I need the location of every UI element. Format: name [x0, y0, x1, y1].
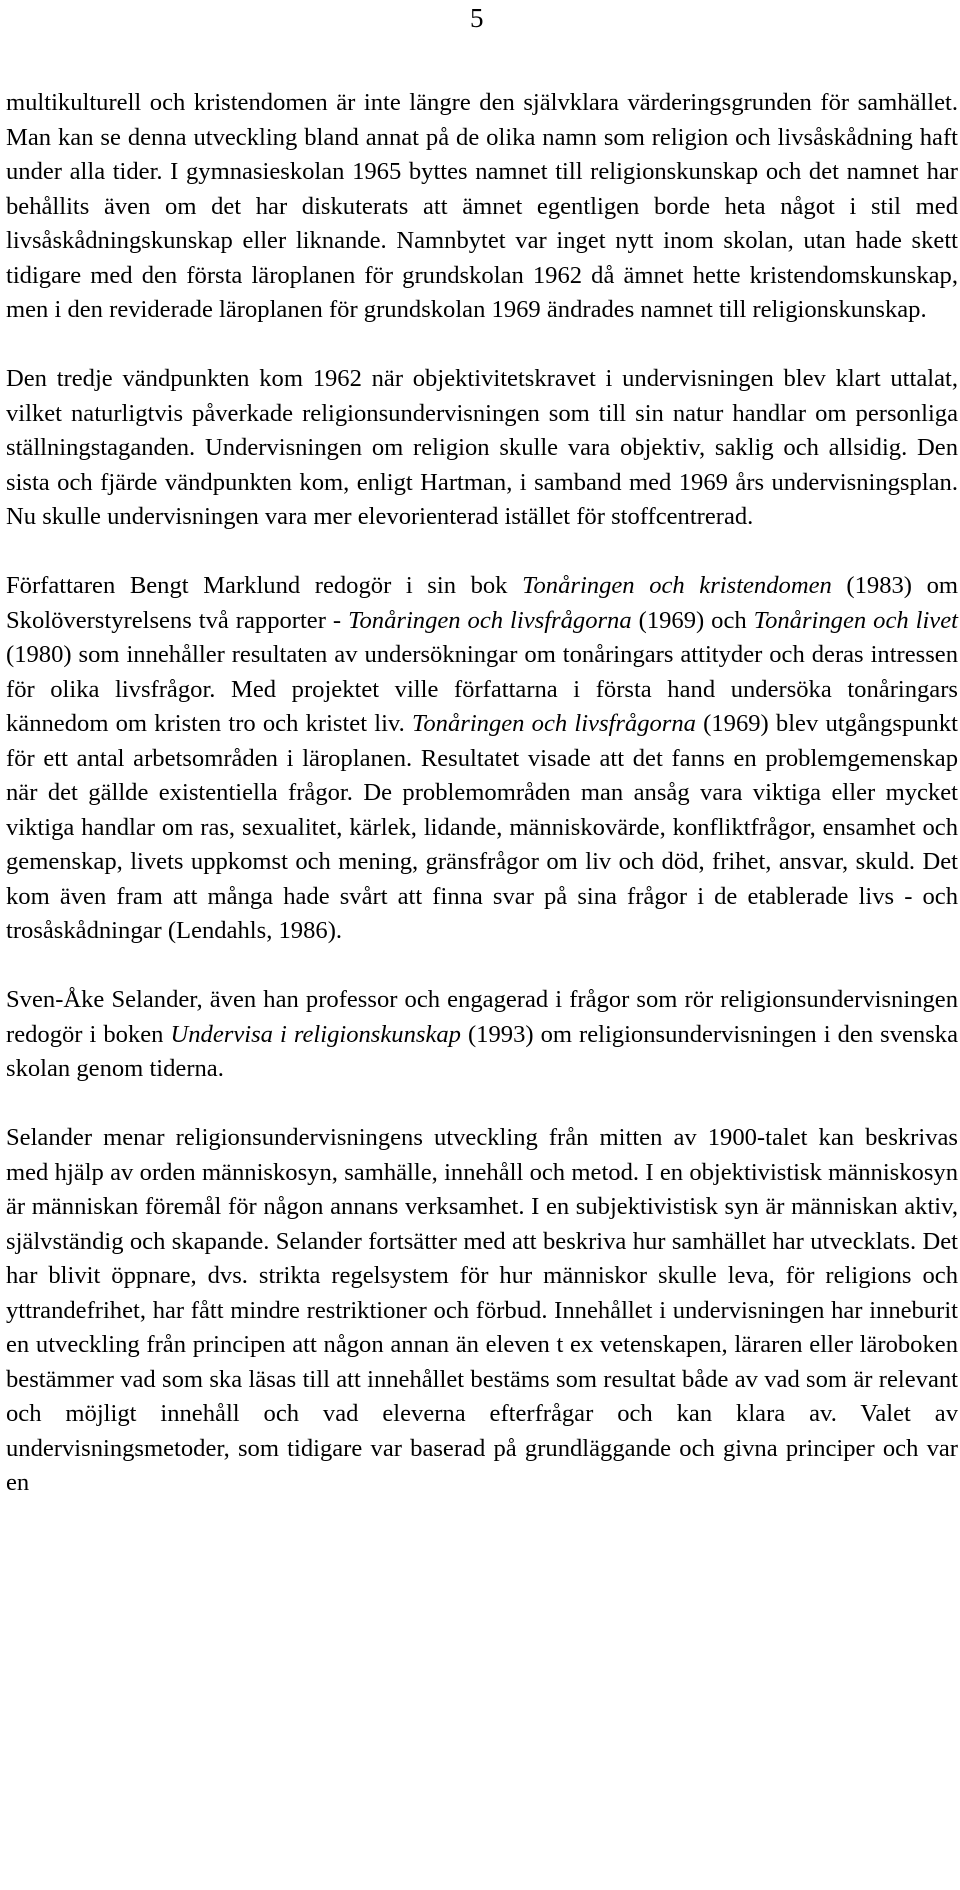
paragraph-text: (1969) och	[631, 606, 754, 634]
paragraph	[6, 569, 958, 949]
paragraph-text: (1993) om religionsundervisningen i den svenska skolan genom tiderna.	[6, 1020, 959, 1082]
paragraph-text: (1980) som innehåller resultaten av undersökningar om tonåringars attityder och deras intressen för olika livsfrågor. Med projektet ville författarna i första hand undersöka tonåringars kännedom om kristen tro och kristet liv.	[6, 641, 958, 737]
paragraph	[6, 983, 958, 1087]
italic-title-text: Tonåringen och livsfrågorna	[348, 606, 632, 634]
paragraph-text: Selander menar religionsundervisningens utveckling från mitten av 1900-talet kan beskrivas med hjälp av orden människosyn, samhälle, innehåll och metod. I en objektivistisk människosyn är människan föremål för någon annans verksamhet. I en subjektivistisk syn är människan aktiv, självständig och skapande. Selander fortsätter med att beskriva hur samhället har utvecklats. Det har blivit öppnare, dvs. strikta regelsystem för hur människor skulle leva, för religions och yttrandefrihet, har fått mindre restriktioner och förbud. Innehållet i undervisningen har inneburit en utveckling från principen att någon annan än eleven t ex vetenskapen, läraren eller läroboken bestämmer vad som ska läsas till att innehållet bestäms som resultat både av vad som är relevant och möjligt innehåll och vad eleverna efterfrågar och kan klara av. Valet av undervisningsmetoder, som tidigare var baserad på grundläggande och givna principer och var en	[6, 1124, 958, 1496]
paragraph	[6, 86, 958, 328]
paragraph	[6, 362, 958, 535]
document-body	[6, 86, 958, 1501]
italic-title-text: Tonåringen och livsfrågorna	[411, 710, 696, 737]
paragraph-text: Den tredje vändpunkten kom 1962 när objektivitetskravet i undervisningen blev klart uttalat, vilket naturligtvis påverkade religionsundervisningen som till sin natur handlar om personliga ställningstaganden. Undervisningen om religion skulle vara objektiv, saklig och allsidig. Den sista och fjärde vändpunkten kom, enligt Hartman, i samband med 1969 års undervisningsplan. Nu skulle undervisningen vara mer elevorienterad istället för stoffcentrerad.	[6, 365, 958, 530]
page-number: 5	[470, 3, 484, 33]
italic-title-text: Tonåringen och kristendomen	[522, 572, 832, 599]
paragraph	[6, 1121, 958, 1501]
paragraph-text: Författaren Bengt Marklund redogör i sin bok	[6, 572, 523, 599]
italic-title-text: Undervisa i religionskunskap	[170, 1020, 461, 1048]
italic-title-text: Tonåringen och livet	[753, 606, 958, 634]
paragraph-text: (1969) blev utgångspunkt för ett antal arbetsområden i läroplanen. Resultatet visade att det fanns en problemgemenskap när det gällde existentiella frågor. De problemområden man ansåg vara viktiga eller mycket viktiga handlar om ras, sexualitet, kärlek, lidande, människovärde, konfliktfrågor, ensamhet och gemenskap, livets uppkomst och mening, gränsfrågor om liv och död, frihet, ansvar, skuld. Det kom även fram att många hade svårt att finna svar på sina frågor i de etablerade livs - och trosåskådningar (Lendahls, 1986).	[6, 710, 958, 944]
paragraph-text: Sven-Åke Selander, även han professor och engagerad i frågor som rör religionsundervisningen redogör i boken	[6, 986, 958, 1048]
paragraph-text: (1983) om Skolöverstyrelsens två rapporter -	[6, 572, 958, 634]
paragraph-text: multikulturell och kristendomen är inte längre den självklara värderingsgrunden för samhället. Man kan se denna utveckling bland annat på de olika namn som religion och livsåskådning haft under alla tider. I gymnasieskolan 1965 byttes namnet till religionskunskap och det namnet har behållits även om det har diskuterats att ämnet egentligen borde heta något i stil med livsåskådningskunskap eller liknande. Namnbytet var inget nytt inom skolan, utan hade skett tidigare med den första läroplanen för grundskolan 1962 då ämnet hette kristendomskunskap, men i den reviderade läroplanen för grundskolan 1969 ändrades namnet till religionskunskap.	[6, 89, 958, 323]
